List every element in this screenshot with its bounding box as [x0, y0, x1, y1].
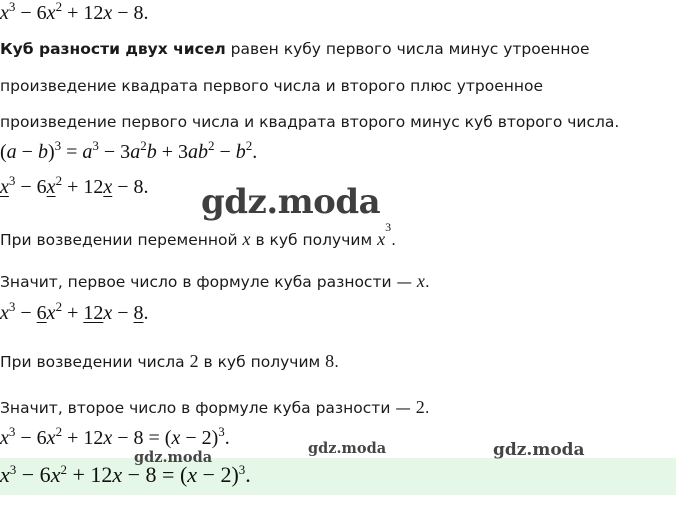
watermark-small-center: gdz.moda: [308, 440, 387, 457]
watermark-small-right: gdz.moda: [493, 440, 585, 460]
step-1: При возведении переменной x в куб получим $x^3$.: [0, 220, 397, 249]
watermark-large: gdz.moda: [201, 182, 381, 222]
expression-line: $x^3 - 6x^2 + 12x - 8$.: [0, 0, 149, 24]
step-4: Значит, второе число в формуле куба разности — 2.: [0, 397, 430, 417]
result-formula: $x^3 - 6x^2 + 12x - 8 = (x - 2)^3$.: [0, 424, 230, 449]
watermark-small-left: gdz.moda: [134, 449, 213, 466]
step-2: Значит, первое число в формуле куба разности — x.: [0, 271, 430, 291]
definition-text: равен кубу первого числа минус утроенное: [225, 40, 590, 58]
step-3: При возведении числа 2 в куб получим 8.: [0, 351, 340, 371]
underlined-expression: $x^3 - 6x^2 + 12x - 8$.: [0, 173, 149, 198]
definition-line-2: произведение квадрата первого числа и второго плюс утроенное: [0, 77, 544, 95]
definition-line-1: [0, 40, 590, 58]
answer-formula: $x^3 - 6x^2 + 12x - 8 = (x - 2)^3$.: [0, 462, 251, 487]
cube-difference-formula: $(a - b)^3 = a^3 - 3a^2b + 3ab^2 - b^2$.: [0, 138, 258, 163]
definition-term: Куб разности двух чисел: [0, 40, 226, 58]
expression-coefficients-underlined: $x^3 - 6x^2 + 12x - 8$.: [0, 299, 149, 324]
definition-line-3: произведение первого числа и квадрата второго минус куб второго числа.: [0, 113, 620, 131]
